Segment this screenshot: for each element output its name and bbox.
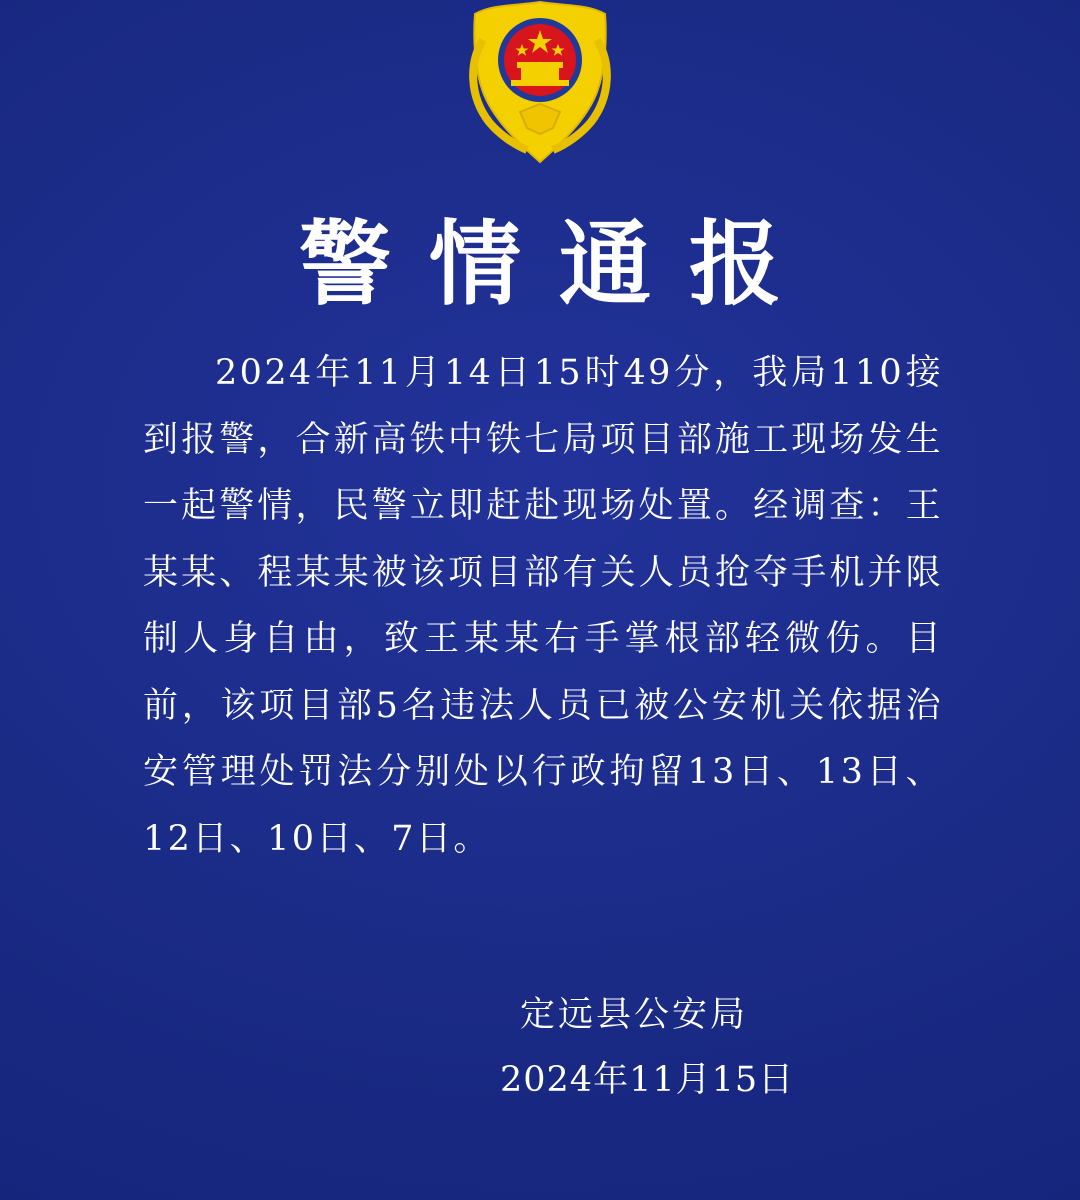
police-emblem-icon [455,0,625,165]
issuer-name: 定远县公安局 [520,995,749,1035]
notice-body: 2024年11月14日15时49分，我局110接到报警，合新高铁中铁七局项目部施工现场发生一起警情，民警立即赶赴现场处置。经调查：王某某、程某某被该项目部有关人员抢夺手机并限制人身自由，致王某某右手掌根部轻微伤。目前，该项目部5名违法人员已被公安机关依据治安管理处罚法分别处以行政拘留13日、13日、12日、10日、7日。 [143,353,943,859]
issue-date: 2024年11月15日 [500,1060,795,1100]
page-title: 警情通报 [298,211,819,318]
